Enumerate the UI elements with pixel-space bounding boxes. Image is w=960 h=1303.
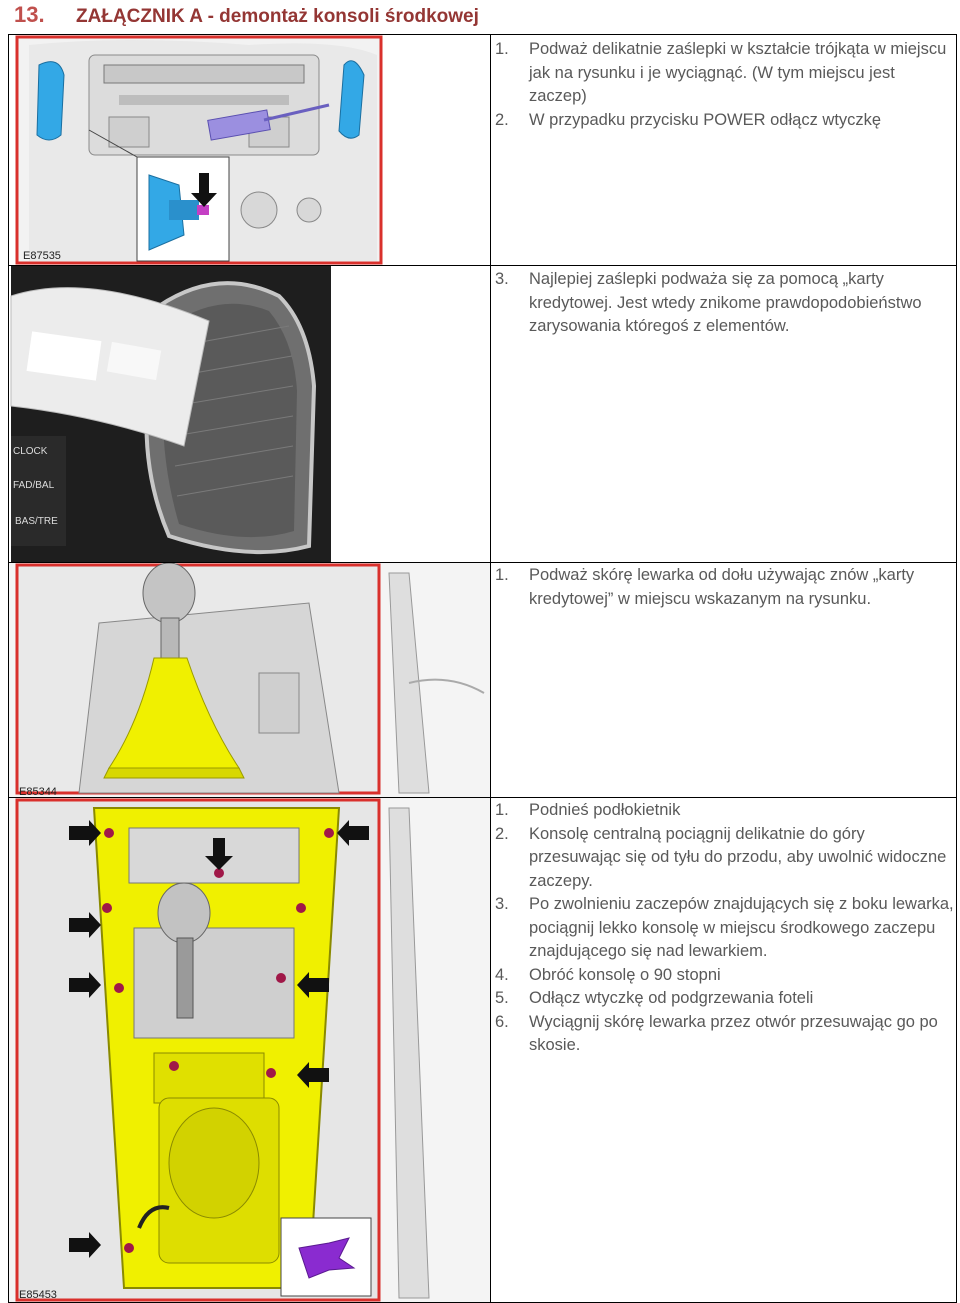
- image-cell: [9, 798, 491, 1303]
- image-cell: [9, 563, 491, 798]
- center-console-trim-diagram: [9, 35, 490, 265]
- list-item: 3. Najlepiej zaślepki podważa się za pomocą „karty kredytowej. Jest wtedy znikome prawdopodobieństwo zarysowania któregoś z elementów.: [495, 270, 922, 335]
- button-label-bastre: BAS/TRE: [15, 516, 58, 527]
- table-row: [9, 798, 957, 1303]
- text-cell: [491, 266, 957, 563]
- table-row: [9, 35, 957, 266]
- text-cell: [491, 798, 957, 1303]
- center-console-clips-diagram: [9, 798, 490, 1302]
- list-item: 6. Wyciągnij skórę lewarka przez otwór przesuwając go po skosie.: [495, 1012, 938, 1054]
- step-list: [491, 38, 956, 132]
- text-cell: [491, 563, 957, 798]
- list-item: 2. Konsolę centralną pociągnij delikatnie do góry przesuwając się od tyłu do przodu, aby uwolnić widoczne zaczepy.: [495, 824, 947, 890]
- figure-label: E85344: [19, 786, 57, 797]
- step-list: [491, 268, 956, 339]
- list-item: 2. W przypadku przycisku POWER odłącz wtyczkę: [495, 110, 882, 129]
- list-item: 4. Obróć konsolę o 90 stopni: [495, 965, 721, 984]
- figure-label: E85453: [19, 1289, 57, 1301]
- button-label-clock: CLOCK: [13, 446, 48, 457]
- text-cell: [491, 35, 957, 266]
- gear-lever-boot-diagram: [9, 563, 490, 797]
- image-cell: [9, 35, 491, 266]
- credit-card-prying-photo: [9, 266, 490, 562]
- list-item: 1. Podważ delikatnie zaślepki w kształcie trójkąta w miejscu jak na rysunku i je wyciągnąć. (W tym miejscu jest zaczep): [495, 40, 947, 105]
- figure-label: E87535: [23, 250, 61, 262]
- image-cell: [9, 266, 491, 563]
- button-label-fadbal: FAD/BAL: [13, 480, 55, 491]
- step-list: [491, 799, 956, 1058]
- section-number: 13.: [14, 2, 45, 27]
- section-heading: [14, 2, 479, 32]
- list-item: 5. Odłącz wtyczkę od podgrzewania foteli: [495, 989, 814, 1007]
- list-item: 1. Podnieś podłokietnik: [495, 801, 681, 819]
- step-list: [491, 564, 956, 611]
- instruction-table: [8, 34, 957, 1303]
- section-title: ZAŁĄCZNIK A - demontaż konsoli środkowej: [76, 6, 479, 27]
- list-item: 1. Podważ skórę lewarka od dołu używając znów „karty kredytowej” w miejscu wskazanym na rysunku.: [495, 566, 915, 608]
- table-row: [9, 563, 957, 798]
- table-row: [9, 266, 957, 563]
- list-item: 3. Po zwolnieniu zaczepów znajdujących się z boku lewarka, pociągnij lekko konsolę w miejscu środkowego zaczepu znajdującego się nad lewarkiem.: [495, 895, 954, 960]
